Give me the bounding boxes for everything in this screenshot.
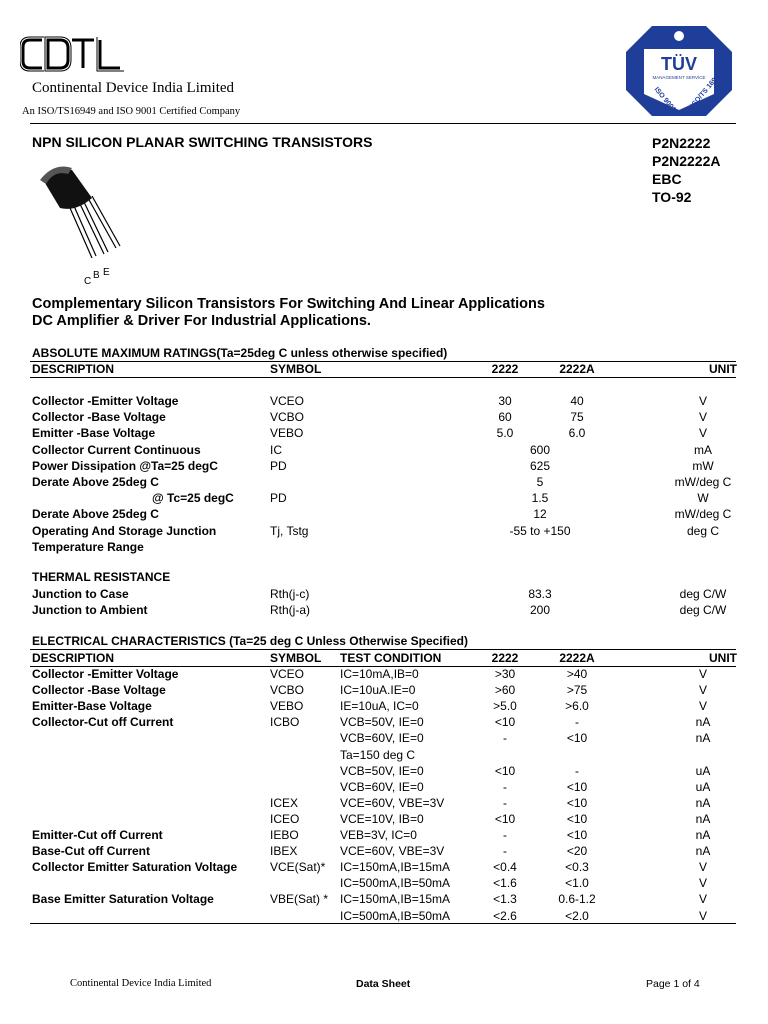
company-name: Continental Device India Limited <box>32 80 235 96</box>
logo-text: CDIL <box>20 34 23 35</box>
cell-symbol: ICEX <box>270 795 299 810</box>
cell-unit: V <box>698 410 707 425</box>
certification-text: An ISO/TS16949 and ISO 9001 Certified Company <box>22 106 241 117</box>
cell-description: Temperature Range <box>32 539 144 554</box>
cell-description: Collector Current Continuous <box>32 442 201 457</box>
col-2222a: 2222A <box>559 651 595 665</box>
col-unit: UNIT <box>709 362 737 376</box>
cell-description: Junction to Ambient <box>32 603 148 617</box>
cell-unit: V <box>698 876 707 891</box>
table-row <box>0 666 768 682</box>
cell-value-2222: >5.0 <box>493 699 517 714</box>
cell-description: Collector -Base Voltage <box>32 683 166 698</box>
table-row <box>0 811 768 827</box>
cell-value-2222a: <1.0 <box>565 876 589 891</box>
pinout: EBC <box>652 171 682 187</box>
cell-description: Collector -Base Voltage <box>32 410 166 425</box>
cell-value-2222: <10 <box>494 715 516 730</box>
cell-value-2222a: >6.0 <box>565 699 589 714</box>
cell-value-2222a: >40 <box>566 667 588 681</box>
cell-value-2222: - <box>503 779 507 794</box>
cell-description: Emitter -Base Voltage <box>32 426 156 441</box>
table-row <box>0 602 768 618</box>
cell-symbol: IBEX <box>270 844 298 859</box>
tuv-badge <box>624 24 734 123</box>
cell-symbol: VBE(Sat) * <box>270 892 329 907</box>
cell-symbol: Rth(j-a) <box>270 603 311 617</box>
table-row <box>0 586 768 602</box>
cell-value-2222a: <10 <box>566 828 588 842</box>
abs-max-heading: ABSOLUTE MAXIMUM RATINGS(Ta=25deg C unless otherwise specified) <box>32 346 448 360</box>
cell-test-condition: VCE=60V, VBE=3V <box>340 795 445 810</box>
cell-value-2222a: <0.3 <box>565 860 589 875</box>
cell-unit: mW/deg C <box>674 507 732 522</box>
col-symbol: SYMBOL <box>270 651 322 665</box>
cell-value-2222: - <box>503 795 507 810</box>
cell-symbol: VCEO <box>270 667 305 681</box>
cell-symbol: Rth(j-c) <box>270 587 310 601</box>
cell-unit: mW <box>692 458 714 473</box>
cell-value-2222: >30 <box>494 667 516 681</box>
cell-test-condition: IC=10mA,IB=0 <box>340 667 419 681</box>
cell-unit: nA <box>695 844 711 859</box>
transistor-illustration <box>32 158 132 293</box>
cell-value: 600 <box>529 442 551 457</box>
cell-value-2222: 60 <box>498 410 512 425</box>
cell-unit: V <box>698 860 707 875</box>
part-number: P2N2222A <box>652 153 721 169</box>
cell-test-condition: VCE=10V, IB=0 <box>340 811 424 826</box>
cell-value-2222a: <2.0 <box>565 908 589 923</box>
cell-unit: W <box>697 491 709 506</box>
col-2222: 2222 <box>491 651 519 665</box>
intro-text <box>32 296 545 330</box>
col-symbol: SYMBOL <box>270 362 322 376</box>
cell-value-2222: <1.6 <box>493 876 517 891</box>
cell-description: Collector -Emitter Voltage <box>32 394 179 408</box>
cell-unit: nA <box>695 795 711 810</box>
table-row <box>0 474 768 490</box>
cell-symbol: VEBO <box>270 699 304 714</box>
table-row <box>0 425 768 441</box>
part-numbers <box>652 134 721 206</box>
cell-symbol: ICBO <box>270 715 300 730</box>
cell-description: Collector Emitter Saturation Voltage <box>32 860 238 875</box>
cdil-logo <box>20 34 130 79</box>
table-row <box>0 875 768 891</box>
cell-value-2222: - <box>503 844 507 859</box>
cell-test-condition: IC=500mA,IB=50mA <box>340 908 451 923</box>
cell-value: 5 <box>536 475 544 489</box>
header-divider <box>30 123 736 124</box>
cell-test-condition: Ta=150 deg C <box>340 747 416 762</box>
cell-value: 83.3 <box>528 587 552 601</box>
table-row <box>0 458 768 474</box>
tuv-brand: TÜV <box>661 54 697 74</box>
package: TO-92 <box>652 189 692 205</box>
cell-test-condition: IC=500mA,IB=50mA <box>340 876 451 891</box>
cell-test-condition: IC=150mA,IB=15mA <box>340 860 451 875</box>
cell-symbol: ICEO <box>270 811 300 826</box>
cell-symbol: VCBO <box>270 410 305 425</box>
cell-value-2222: <10 <box>494 763 516 778</box>
cell-unit: uA <box>695 763 711 778</box>
cell-value-2222a: <10 <box>566 779 588 794</box>
table-row <box>0 763 768 779</box>
cell-value-2222a: <10 <box>566 795 588 810</box>
cell-value-2222a: 0.6-1.2 <box>558 892 596 907</box>
cell-unit: nA <box>695 811 711 826</box>
table-row <box>0 747 768 763</box>
cell-unit: mW/deg C <box>674 475 732 489</box>
cell-test-condition: IC=10uA.IE=0 <box>340 683 416 698</box>
cell-symbol: Tj, Tstg <box>270 523 309 538</box>
cell-symbol: VCE(Sat)* <box>270 860 326 875</box>
tuv-right: ISO/TS 16949 <box>689 70 724 110</box>
intro-line: DC Amplifier & Driver For Industrial Applications. <box>32 313 371 329</box>
col-2222: 2222 <box>491 362 519 376</box>
cell-description: Collector-Cut off Current <box>32 715 174 730</box>
cell-description: @ Tc=25 degC <box>152 491 234 506</box>
table-end-divider <box>30 923 736 924</box>
cell-test-condition: IE=10uA, IC=0 <box>340 699 419 714</box>
cell-value-2222: >60 <box>494 683 516 698</box>
cell-symbol: VCBO <box>270 683 305 698</box>
cell-test-condition: IC=150mA,IB=15mA <box>340 892 451 907</box>
table-row <box>0 714 768 730</box>
cell-symbol: IC <box>270 442 282 457</box>
cell-description: Derate Above 25deg C <box>32 475 159 489</box>
cell-description: Operating And Storage Junction <box>32 523 217 538</box>
cell-unit: V <box>698 699 707 714</box>
cell-unit: V <box>698 892 707 907</box>
cell-value-2222a: - <box>575 763 579 778</box>
table-row <box>0 393 768 409</box>
elec-heading: ELECTRICAL CHARACTERISTICS (Ta=25 deg C Unless Otherwise Specified) <box>32 634 468 648</box>
cell-test-condition: VEB=3V, IC=0 <box>340 828 417 842</box>
cell-value-2222a: 75 <box>570 410 584 425</box>
cell-unit: nA <box>695 731 711 746</box>
cell-description: Junction to Case <box>32 587 129 601</box>
abs-max-header-row <box>0 361 768 377</box>
cell-value-2222a: <10 <box>566 731 588 746</box>
cell-unit: uA <box>695 779 711 794</box>
table-row <box>0 506 768 522</box>
intro-line: Complementary Silicon Transistors For Switching And Linear Applications <box>32 296 545 312</box>
cell-unit: deg C/W <box>679 603 727 617</box>
cell-unit: deg C <box>686 523 720 538</box>
col-description: DESCRIPTION <box>32 651 115 665</box>
cell-value-2222a: >75 <box>566 683 588 698</box>
table-row <box>0 490 768 506</box>
cell-test-condition: VCB=60V, IE=0 <box>340 779 424 794</box>
cell-symbol: IEBO <box>270 828 299 842</box>
cell-value-2222a: <10 <box>566 811 588 826</box>
cell-value-2222: 30 <box>498 394 512 408</box>
cell-value-2222: <1.3 <box>493 892 517 907</box>
table-row <box>0 795 768 811</box>
col-description: DESCRIPTION <box>32 362 115 376</box>
cell-description: Emitter-Cut off Current <box>32 828 163 842</box>
page-title: NPN SILICON PLANAR SWITCHING TRANSISTORS <box>32 134 373 150</box>
cell-symbol: VCEO <box>270 394 305 408</box>
cell-value: 200 <box>529 603 551 617</box>
table-row <box>0 827 768 843</box>
cell-value-2222: <10 <box>494 811 516 826</box>
cell-description: Emitter-Base Voltage <box>32 699 152 714</box>
cell-test-condition: VCB=60V, IE=0 <box>340 731 424 746</box>
cell-value-2222a: <20 <box>566 844 588 859</box>
col-unit: UNIT <box>709 651 737 665</box>
cell-unit: mA <box>694 442 712 457</box>
table-row <box>0 730 768 746</box>
thermal-heading: THERMAL RESISTANCE <box>32 570 171 584</box>
table-row <box>0 523 768 539</box>
part-number: P2N2222 <box>652 135 711 151</box>
cell-value-2222: - <box>503 731 507 746</box>
footer-page-number: Page 1 of 4 <box>646 978 700 990</box>
cell-value-2222: - <box>503 828 507 842</box>
elec-header-row <box>0 650 768 666</box>
table-row <box>0 409 768 425</box>
pin-label-b: B <box>93 270 100 281</box>
cell-value-2222a: 40 <box>570 394 584 408</box>
cell-unit: V <box>698 667 707 681</box>
table-row <box>0 891 768 907</box>
table-row <box>0 779 768 795</box>
divider <box>30 377 736 378</box>
cell-unit: V <box>698 426 707 441</box>
pin-label-c: C <box>84 276 92 287</box>
cell-unit: V <box>698 908 707 923</box>
cell-unit: V <box>698 683 707 698</box>
footer-company: Continental Device India Limited <box>70 978 212 989</box>
table-row <box>0 698 768 714</box>
tuv-left: ISO 9001 <box>652 86 677 114</box>
tuv-sub: MANAGEMENT SERVICE <box>652 75 706 80</box>
footer-doc-type: Data Sheet <box>356 978 411 990</box>
cell-symbol: PD <box>270 491 287 506</box>
cell-value: -55 to +150 <box>509 523 571 538</box>
pin-label-e: E <box>103 267 110 278</box>
cell-unit: V <box>698 394 707 408</box>
cell-description: Power Dissipation @Ta=25 degC <box>32 458 218 473</box>
cell-symbol: VEBO <box>270 426 304 441</box>
cell-test-condition: VCB=50V, IE=0 <box>340 763 424 778</box>
cell-value: 12 <box>533 507 547 522</box>
cell-value-2222: <0.4 <box>493 860 517 875</box>
cell-unit: nA <box>695 828 711 842</box>
cell-test-condition: VCE=60V, VBE=3V <box>340 844 445 859</box>
table-row <box>0 442 768 458</box>
cell-value-2222: 5.0 <box>496 426 514 441</box>
cell-value: 1.5 <box>531 491 549 506</box>
cell-description: Derate Above 25deg C <box>32 507 159 522</box>
cell-test-condition: VCB=50V, IE=0 <box>340 715 424 730</box>
table-row <box>0 859 768 875</box>
col-2222a: 2222A <box>559 362 595 376</box>
table-row <box>0 843 768 859</box>
cell-value-2222: <2.6 <box>493 908 517 923</box>
cell-unit: deg C/W <box>679 587 727 601</box>
cell-description: Collector -Emitter Voltage <box>32 667 179 681</box>
table-row <box>0 908 768 924</box>
cell-value-2222a: - <box>575 715 579 730</box>
cell-description: Base Emitter Saturation Voltage <box>32 892 214 907</box>
cell-value: 625 <box>529 458 551 473</box>
table-row <box>0 539 768 555</box>
col-test-condition: TEST CONDITION <box>340 651 442 665</box>
cell-value-2222a: 6.0 <box>568 426 586 441</box>
cell-description: Base-Cut off Current <box>32 844 151 859</box>
table-row <box>0 682 768 698</box>
cell-unit: nA <box>695 715 711 730</box>
cell-symbol: PD <box>270 458 287 473</box>
